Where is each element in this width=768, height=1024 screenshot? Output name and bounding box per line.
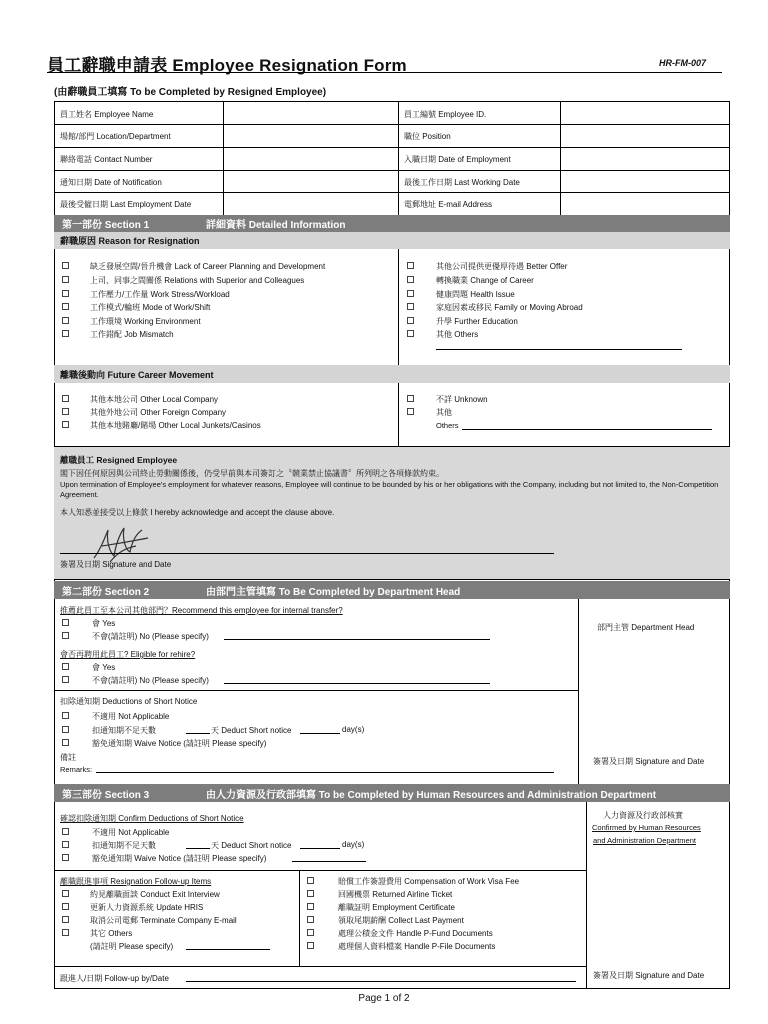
reason-option: 工作模式/輪班 Mode of Work/Shift [90, 303, 211, 312]
section2-title: 由部門主管填寫 To Be Completed by Department Head [206, 586, 461, 598]
remarks-en: Remarks: [60, 765, 93, 774]
deduct-mid: 天 Deduct Short notice [211, 841, 292, 850]
waive-option: 豁免通知期 Waive Notice (請註明 Please specify) [92, 739, 267, 748]
hr-confirm-en1: Confirmed by Human Resources [592, 823, 701, 832]
others-reason-line[interactable] [436, 349, 682, 350]
followup-by-label: 跟進人/日期 Follow-up by/Date [60, 974, 169, 983]
no-checkbox[interactable] [62, 676, 69, 683]
reason-checkbox[interactable] [62, 290, 69, 297]
waive-option: 豁免通知期 Waive Notice (請註明 Please specify) [92, 854, 267, 863]
deduct-notice-line[interactable] [300, 733, 340, 734]
col-divider [299, 870, 300, 966]
reason-option: 其他 Others [436, 330, 479, 339]
form-title: 員工辭職申請表 Employee Resignation Form [47, 56, 407, 75]
career-checkbox[interactable] [407, 395, 414, 402]
signature-label: 簽署及日期 Signature and Date [60, 560, 172, 569]
email-label: 電郵地址 E-mail Address [404, 200, 493, 209]
followup-checkbox[interactable] [62, 916, 69, 923]
section2-label: 第二部份 Section 2 [62, 586, 150, 598]
not-applicable-option: 不適用 Not Applicable [92, 828, 170, 837]
section3-band [54, 784, 730, 802]
reason-checkbox[interactable] [407, 276, 414, 283]
employee-id-label: 員工編號 Employee ID. [404, 110, 487, 119]
followup-option: 處理公積金文件 Handle P-Fund Documents [338, 929, 493, 938]
title-rule [47, 72, 722, 73]
row-divider [54, 170, 730, 171]
remarks-line[interactable] [96, 772, 554, 773]
followup-specify: (請註明 Please specify) [90, 942, 174, 951]
followup-checkbox[interactable] [62, 890, 69, 897]
form-code: HR-FM-007 [658, 58, 706, 68]
no-option: 不會(請註明) No (Please specify) [92, 632, 209, 641]
col-divider [398, 249, 399, 365]
notification-label: 通知日期 Date of Notification [60, 178, 162, 187]
reason-checkbox[interactable] [407, 303, 414, 310]
last-working-label: 最後工作日期 Last Working Date [404, 178, 520, 187]
deduct-days-line[interactable] [186, 733, 210, 734]
row-divider [54, 124, 730, 125]
section1-label: 第一部份 Section 1 [62, 220, 150, 231]
career-checkbox[interactable] [62, 395, 69, 402]
yes-checkbox[interactable] [62, 663, 69, 670]
followup-option: 取消公司電郵 Terminate Company E-mail [90, 916, 237, 925]
col-divider [398, 383, 399, 446]
position-label: 職位 Position [404, 132, 451, 141]
deduct-notice-line[interactable] [300, 848, 340, 849]
no-specify-line[interactable] [224, 683, 490, 684]
remarks-zh: 備註 [60, 753, 76, 762]
form-subtitle: (由辭職員工填寫 To be Completed by Resigned Employee) [54, 87, 327, 98]
reason-option: 健康問題 Health Issue [436, 290, 515, 299]
section1-title: 詳細資料 Detailed Information [206, 220, 346, 231]
not-applicable-checkbox[interactable] [62, 712, 69, 719]
no-option: 不會(請註明) No (Please specify) [92, 676, 209, 685]
deduct-checkbox[interactable] [62, 841, 69, 848]
hr-confirm-zh: 人力資源及行政部核實 [603, 811, 683, 820]
row-divider [54, 966, 586, 967]
yes-checkbox[interactable] [62, 619, 69, 626]
reason-checkbox[interactable] [407, 317, 414, 324]
acknowledge-text: 本人知悉並接受以上條款 I hereby acknowledge and accept the clause above. [60, 508, 335, 517]
hr-sig-label: 簽署及日期 Signature and Date [593, 971, 705, 980]
reason-checkbox[interactable] [62, 262, 69, 269]
col-divider [586, 802, 587, 989]
followup-option: 離職証明 Employment Certificate [338, 903, 455, 912]
followup-checkbox[interactable] [62, 929, 69, 936]
followup-option: 回國機票 Returned Airline Ticket [338, 890, 453, 899]
yes-option: 會 Yes [92, 619, 116, 628]
career-option: 其他外地公司 Other Foreign Company [90, 408, 227, 417]
section1-band [54, 215, 730, 232]
location-label: 場館/部門 Location/Department [60, 132, 171, 141]
row-divider [54, 690, 578, 691]
col-divider [578, 599, 579, 784]
reason-option: 升學 Further Education [436, 317, 518, 326]
followup-header: 離職跟進事項 Resignation Follow-up Items [60, 877, 212, 886]
contact-label: 聯絡電話 Contact Number [60, 155, 153, 164]
confirm-header: 確認扣除通知期 Confirm Deductions of Short Notice [60, 814, 244, 823]
reason-checkbox[interactable] [407, 290, 414, 297]
clause-zh: 閣下因任何原因與公司終止勞動關係後，仍受早前與本司簽訂之〝競業禁止協議書〞所列明之各項條款約束。 [60, 469, 444, 478]
followup-option: 賠償工作簽證費用 Compensation of Work Visa Fee [338, 877, 520, 886]
followup-checkbox[interactable] [307, 942, 314, 949]
q2-label: 會否再聘用此員工? Eligible for rehire? [60, 650, 196, 659]
reason-option: 工作環境 Working Environment [90, 317, 201, 326]
career-option: 其他 [436, 408, 452, 417]
deduct-checkbox[interactable] [62, 726, 69, 733]
row-divider [54, 192, 730, 193]
section3-title: 由人力資源及行政部填寫 To be Completed by Human Resources and Administration Department [206, 789, 657, 801]
no-checkbox[interactable] [62, 632, 69, 639]
career-others-line[interactable] [462, 429, 712, 430]
followup-by-line[interactable] [186, 981, 576, 982]
not-applicable-option: 不適用 Not Applicable [92, 712, 170, 721]
col-divider [223, 101, 224, 215]
reason-checkbox[interactable] [407, 262, 414, 269]
waive-checkbox[interactable] [62, 854, 69, 861]
followup-checkbox[interactable] [62, 903, 69, 910]
reason-option: 缺乏發展空間/晉升機會 Lack of Career Planning and Development [90, 262, 326, 271]
deduct-prefix: 扣通知期不足天數 [92, 726, 156, 735]
col-divider [560, 101, 561, 215]
row-divider [54, 147, 730, 148]
last-employment-label: 最後受僱日期 Last Employment Date [60, 200, 192, 209]
career-checkbox[interactable] [407, 408, 414, 415]
career-option: 其他本地賭廳/賭場 Other Local Junkets/Casinos [90, 421, 261, 430]
reason-checkbox[interactable] [62, 330, 69, 337]
followup-option: 更新人力資源系統 Update HRIS [90, 903, 204, 912]
reason-option: 上司、同事之間關係 Relations with Superior and Colleagues [90, 276, 305, 285]
followup-option: 領取尾期薪酬 Collect Last Payment [338, 916, 464, 925]
deduct-mid: 天 Deduct Short notice [211, 726, 292, 735]
section2-band [54, 581, 730, 599]
career-option: 其他本地公司 Other Local Company [90, 395, 219, 404]
followup-checkbox[interactable] [307, 916, 314, 923]
followup-checkbox[interactable] [307, 903, 314, 910]
reason-option: 轉換職業 Change of Career [436, 276, 534, 285]
reason-option: 工作壓力/工作量 Work Stress/Workload [90, 290, 230, 299]
row-divider [54, 870, 586, 871]
waive-specify-line[interactable] [292, 861, 366, 862]
followup-checkbox[interactable] [307, 877, 314, 884]
followup-specify-line[interactable] [186, 949, 270, 950]
deduction-header: 扣除通知期 Deductions of Short Notice [60, 697, 198, 706]
followup-checkbox[interactable] [307, 929, 314, 936]
reason-checkbox[interactable] [407, 330, 414, 337]
section3-label: 第三部份 Section 3 [62, 789, 150, 801]
dept-sig-label: 簽署及日期 Signature and Date [593, 757, 705, 766]
not-applicable-checkbox[interactable] [62, 828, 69, 835]
career-header: 離職後動向 Future Career Movement [54, 365, 730, 383]
q1-label: 推薦此員工至本公司其他部門？Recommend this employee for internal transfer? [60, 606, 343, 615]
yes-option: 會 Yes [92, 663, 116, 672]
date-employment-label: 入職日期 Date of Employment [404, 155, 511, 164]
deduct-days-line[interactable] [186, 848, 210, 849]
dept-head-label: 部門主管 Department Head [597, 623, 695, 632]
resigned-header: 離職員工 Resigned Employee [60, 455, 178, 465]
hr-confirm-en2: and Administration Department [593, 836, 696, 845]
no-specify-line[interactable] [224, 639, 490, 640]
career-option: 不詳 Unknown [436, 395, 488, 404]
career-checkbox[interactable] [62, 408, 69, 415]
handwritten-signature [90, 522, 152, 564]
reason-option: 其他公司提供更優厚待遇 Better Offer [436, 262, 568, 271]
followup-option: 其它 Others [90, 929, 133, 938]
career-others-label: Others [436, 421, 459, 430]
reason-header: 辭職原因 Reason for Resignation [54, 232, 730, 249]
reason-checkbox[interactable] [62, 276, 69, 283]
followup-checkbox[interactable] [307, 890, 314, 897]
reason-option: 家庭因素或移民 Family or Moving Abroad [436, 303, 583, 312]
deduct-prefix: 扣通知期不足天數 [92, 841, 156, 850]
deduct-suffix: day(s) [342, 725, 365, 734]
followup-option: 約見離職面談 Conduct Exit Interview [90, 890, 220, 899]
reason-checkbox[interactable] [62, 317, 69, 324]
employee-signature-line[interactable] [60, 553, 554, 554]
followup-option: 處理個人資料檔案 Handle P-File Documents [338, 942, 496, 951]
reason-checkbox[interactable] [62, 303, 69, 310]
reason-option: 工作錯配 Job Mismatch [90, 330, 174, 339]
name-label: 員工姓名 Employee Name [60, 110, 154, 119]
deduct-suffix: day(s) [342, 840, 365, 849]
clause-en: Upon termination of Employee's employment for whatever reasons, Employee will continue to be bounded by his or her obligations with the Company, including but not limited to, the Non-Competition Agreement. [60, 480, 719, 499]
page-number: Page 1 of 2 [358, 993, 410, 1004]
col-divider [398, 101, 399, 215]
career-checkbox[interactable] [62, 421, 69, 428]
waive-checkbox[interactable] [62, 739, 69, 746]
